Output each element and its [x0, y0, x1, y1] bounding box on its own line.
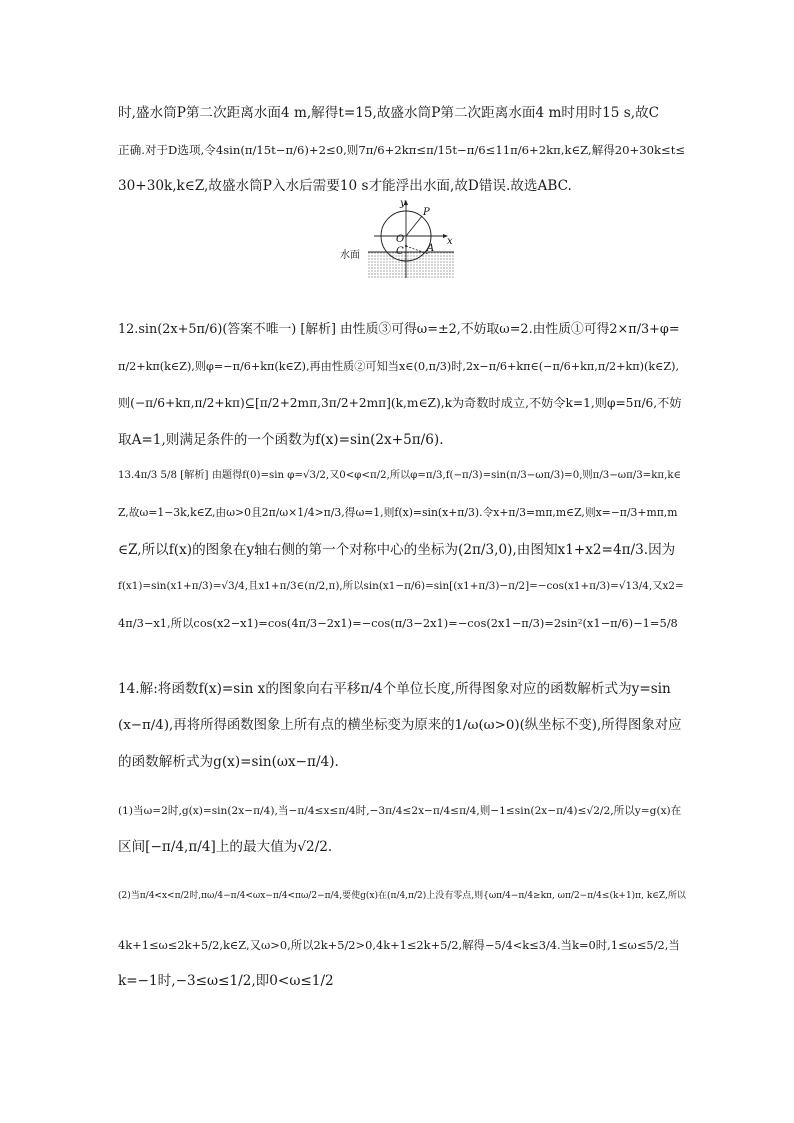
y-axis-label: y — [400, 198, 406, 209]
center-label: C — [396, 246, 404, 257]
text-line: 的函数解析式为g(x)=sin(ωx−π/4). — [118, 754, 339, 770]
origin-label: O — [396, 234, 405, 245]
text-line: (1)当ω=2时,g(x)=sin(2x−π/4),当−π/4≤x≤π/4时,−3π/4≤2x−π/4≤π/4,则−1≤sin(2x−π/4)≤√2/2,所以y=g(x)在 — [118, 805, 682, 817]
water-area — [368, 252, 454, 278]
water-label: 水面 — [340, 250, 360, 261]
radius-op — [406, 216, 422, 236]
text-line: 区间[−π/4,π/4]上的最大值为√2/2. — [118, 839, 333, 855]
point-p-label: P — [423, 207, 430, 218]
text-line: 4k+1≤ω≤2k+5/2,k∈Z,又ω>0,所以2k+5/2>0,4k+1≤2k+5/2,解得−5/4<k≤3/4.当k=0时,1≤ω≤5/2,当 — [118, 938, 680, 952]
text-line: 14.解:将函数f(x)=sin x的图象向右平移π/4个单位长度,所得图象对应的函数解析式为y=sin — [118, 681, 671, 697]
text-line: 30+30k,k∈Z,故盛水筒P入水后需要10 s才能浮出水面,故D错误.故选ABC. — [118, 178, 572, 194]
text-line: π/2+kπ(k∈Z),则φ=−π/6+kπ(k∈Z),再由性质②可知当x∈(0,π/3)时,2x−π/6+kπ∈(−π/6+kπ,π/2+kπ)(k∈Z), — [118, 360, 680, 373]
text-line: 取A=1,则满足条件的一个函数为f(x)=sin(2x+5π/6). — [118, 432, 444, 448]
text-line: f(x1)=sin(x1+π/3)=√3/4,且x1+π/3∈(π/2,π),所以sin(x1−π/6)=sin[(x1+π/3)−π/2]=−cos(x1+π/3)=√13/4,又x2= — [118, 580, 684, 592]
text-line: (2)当π/4<x<π/2时,πω/4−π/4<ωx−π/4<πω/2−π/4,要使g(x)在(π/4,π/2)上没有零点,则{ωπ/4−π/4≥kπ, ωπ/2−π/4≤(k+1)π, k∈Z,所以 — [118, 891, 686, 901]
x-axis-label: x — [447, 236, 453, 247]
text-line: 正确.对于D选项,令4sin(π/15t−π/6)+2≤0,则7π/6+2kπ≤π/15t−π/6≤11π/6+2kπ,k∈Z,解得20+30k≤t≤ — [118, 143, 686, 157]
text-line: 12.sin(2x+5π/6)(答案不唯一) [解析] 由性质③可得ω=±2,不妨取ω=2.由性质①可得2×π/3+φ= — [118, 322, 680, 337]
text-line: ∈Z,所以f(x)的图象在y轴右侧的第一个对称中心的坐标为(2π/3,0),由图知x1+x2=4π/3.因为 — [118, 542, 676, 558]
water-wheel-figure — [338, 198, 458, 282]
center-point — [405, 245, 407, 247]
text-line: 则(−π/6+kπ,π/2+kπ)⊆[π/2+2mπ,3π/2+2mπ](k,m∈Z),k为奇数时成立,不妨令k=1,则φ=5π/6,不妨 — [118, 396, 682, 410]
text-line: (x−π/4),再将所得函数图象上所有点的横坐标变为原来的1/ω(ω>0)(纵坐标不变),所得图象对应 — [118, 718, 682, 733]
text-line: 13.4π/3 5/8 [解析] 由题得f(0)=sin φ=√3/2,又0<φ<π/2,所以φ=π/3,f(−π/3)=sin(π/3−ωπ/3)=0,则π/3−ωπ/3=kπ,k∈ — [118, 470, 682, 481]
point-a-label: A — [427, 243, 435, 254]
text-line: 时,盛水筒P第二次距离水面4 m,解得t=15,故盛水筒P第二次距离水面4 m时用时15 s,故C — [118, 105, 660, 121]
text-line: k=−1时,−3≤ω≤1/2,即0<ω≤1/2 — [118, 973, 334, 989]
text-line: Z,故ω=1−3k,k∈Z,由ω>0且2π/ω×1/4>π/3,得ω=1,则f(x)=sin(x+π/3).令x+π/3=mπ,m∈Z,则x=−π/3+mπ,m — [118, 506, 678, 519]
text-line: 4π/3−x1,所以cos(x2−x1)=cos(4π/3−2x1)=−cos(π/3−2x1)=−cos(2x1−π/3)=2sin²(x1−π/6)−1=5/8 — [118, 616, 678, 630]
